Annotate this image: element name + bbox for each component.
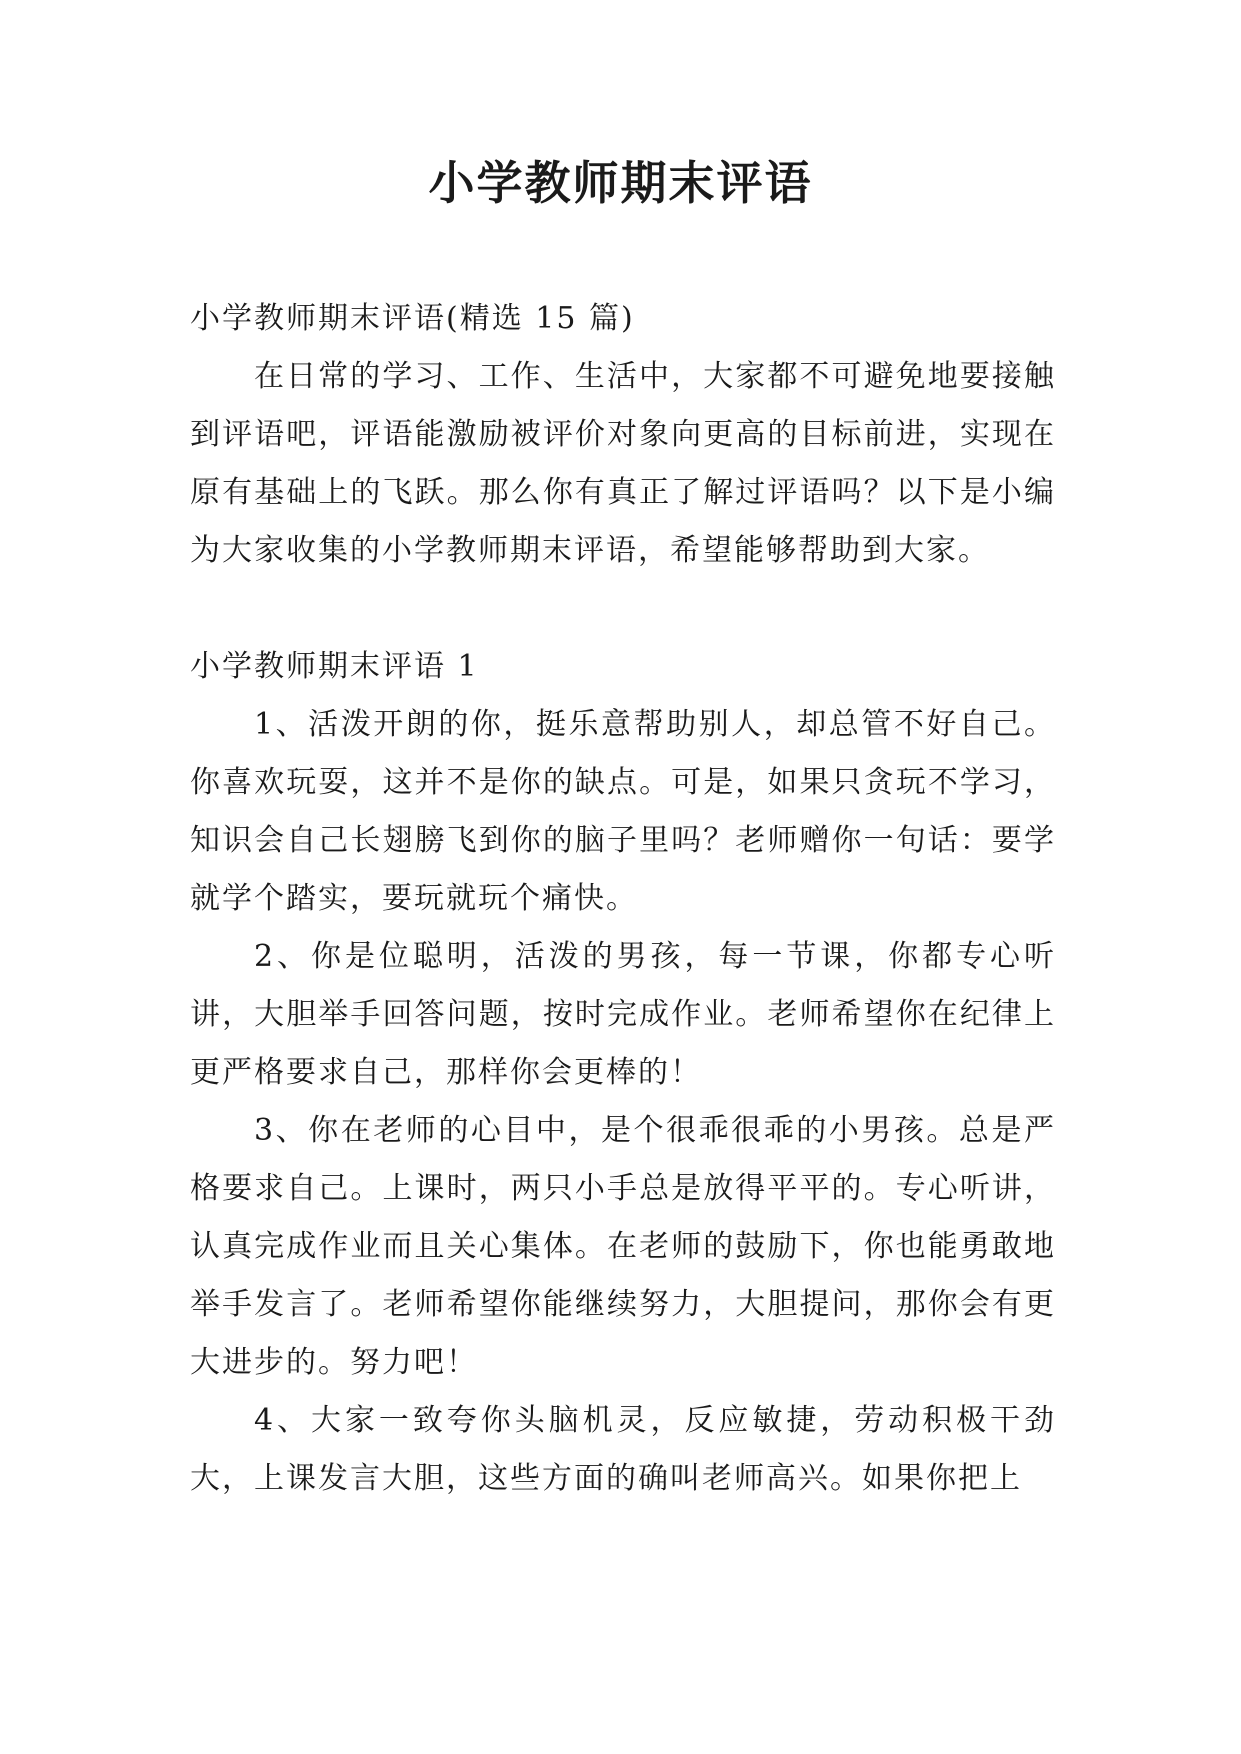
comment-paragraph-2: 2、你是位聪明，活泼的男孩，每一节课，你都专心听讲，大胆举手回答问题，按时完成作业。老师希望你在纪律上更严格要求自己，那样你会更棒的！ [190,939,1056,1090]
section-heading: 小学教师期末评语 1 [190,649,479,684]
document-body [190,290,1056,1508]
comment-paragraph-3: 3、你在老师的心目中，是个很乖很乖的小男孩。总是严格要求自己。上课时，两只小手总是放得平平的。专心听讲，认真完成作业而且关心集体。在老师的鼓励下，你也能勇敢地举手发言了。老师希望你能继续努力，大胆提问，那你会有更大进步的。努力吧！ [190,1113,1056,1380]
comment-paragraph-4: 4、大家一致夸你头脑机灵，反应敏捷，劳动积极干劲大，上课发言大胆，这些方面的确叫老师高兴。如果你把上 [190,1403,1056,1496]
comment-paragraph-1: 1、活泼开朗的你，挺乐意帮助别人，却总管不好自己。你喜欢玩耍，这并不是你的缺点。可是，如果只贪玩不学习，知识会自己长翅膀飞到你的脑子里吗？老师赠你一句话：要学就学个踏实，要玩就玩个痛快。 [190,707,1056,916]
document-subtitle: 小学教师期末评语(精选 15 篇) [190,301,635,336]
intro-paragraph: 在日常的学习、工作、生活中，大家都不可避免地要接触到评语吧，评语能激励被评价对象向更高的目标前进，实现在原有基础上的飞跃。那么你有真正了解过评语吗？以下是小编为大家收集的小学教师期末评语，希望能够帮助到大家。 [190,359,1056,568]
document-title: 小学教师期末评语 [428,156,813,210]
